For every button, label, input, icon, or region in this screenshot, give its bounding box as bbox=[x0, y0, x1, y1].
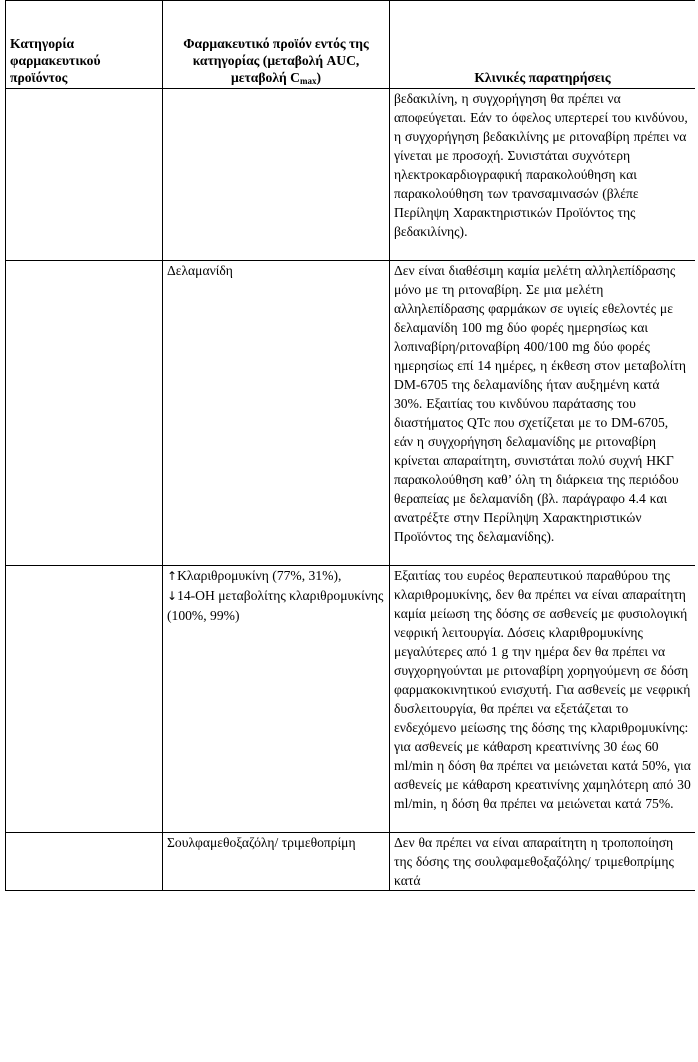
product-name bbox=[167, 566, 385, 586]
row-remarks bbox=[390, 833, 696, 891]
document-page bbox=[5, 0, 695, 1062]
product-line-1: Κλαριθρομυκίνη (77%, 31%), bbox=[177, 568, 342, 583]
remarks-text: Εξαιτίας του ευρέος θεραπευτικού παραθύρου της κλαριθρομυκίνης, δεν θα πρέπει να είναι απαραίτητη καμία μείωση της δόσης σε ασθενείς με φυσιολογική νεφρική λειτουργία. Δόσεις κλαριθρομυκίνης μεγαλύτερες από 1 g την ημέρα δεν θα πρέπει να συγχορηγούνται με ριτοναβίρη χορηγούμενη σε δόση φαρμακοκινητικού ενισχυτή. Για ασθενείς με νεφρική δυσλειτουργία, θα πρέπει να εξετάζεται το ενδεχόμενο μείωσης της δόσης της κλαριθρομυκίνης: για ασθενείς με κάθαρση κρεατινίνης 30 έως 60 ml/min η δόση θα πρέπει να μειώνεται κατά 50%, για ασθενείς με κάθαρση κρεατινίνης χαμηλότερη από 30 ml/min, η δόση θα πρέπει να μειώνεται κατά 75%. bbox=[394, 568, 691, 811]
down-arrow-icon: ↓ bbox=[167, 589, 178, 603]
up-arrow-icon: ↑ bbox=[167, 569, 178, 583]
header-product-sub: max bbox=[299, 76, 317, 86]
row-remarks bbox=[390, 89, 696, 261]
remarks-text: Δεν θα πρέπει να είναι απαραίτητη η τροποποίηση της δόσης της σουλφαμεθοξαζόλης/ τριμεθοπρίμης κατά bbox=[394, 835, 674, 888]
header-product bbox=[163, 1, 390, 89]
table-row bbox=[6, 833, 696, 891]
table-row bbox=[6, 566, 696, 833]
header-product-main: Φαρμακευτικό προϊόν εντός της κατηγορίας (μεταβολή AUC, μεταβολή C bbox=[183, 36, 369, 85]
interaction-table bbox=[5, 0, 695, 891]
remarks-text: Δεν είναι διαθέσιμη καμία μελέτη αλληλεπίδρασης μόνο με τη ριτοναβίρη. Σε μια μελέτη αλληλεπίδρασης φαρμάκων σε υγιείς εθελοντές με δελαμανίδη 100 mg δύο φορές ημερησίως και λοπιναβίρη/ριτοναβίρη 400/100 mg δύο φορές ημερησίως επί 14 ημέρες, η έκθεση στον μεταβολίτη DM-6705 της δελαμανίδης ήταν αυξημένη κατά 30%. Εξαιτίας του κινδύνου παράτασης του διαστήματος QTc που σχετίζεται με το DM-6705, εάν η συγχορήγηση δελαμανίδης με ριτοναβίρη κρίνεται απαραίτητη, συνιστάται πολύ συχνή ΗΚΓ παρακολούθηση καθ’ όλη τη διάρκεια της περιόδου θεραπείας με δελαμανίδη (βλ. παράγραφο 4.4 και ανατρέξτε στην Περίληψη Χαρακτηριστικών Προϊόντος της δελαμανίδης). bbox=[394, 263, 686, 544]
row-category bbox=[6, 566, 163, 833]
row-product bbox=[163, 261, 390, 566]
row-remarks bbox=[390, 261, 696, 566]
product-name: Σουλφαμεθοξαζόλη/ τριμεθοπρίμη bbox=[167, 835, 356, 850]
header-product-tail: ) bbox=[316, 70, 321, 85]
product-metabolite bbox=[167, 586, 385, 625]
row-category bbox=[6, 261, 163, 566]
remarks-text: βεδακιλίνη, η συγχορήγηση θα πρέπει να αποφεύγεται. Εάν το όφελος υπερτερεί του κινδύνου, η συγχορήγηση βεδακιλίνης με ριτοναβίρη πρέπει να γίνεται με προσοχή. Συνιστάται συχνότερη ηλεκτροκαρδιογραφική παρακολούθηση και παρακολούθηση των τρανσαμινασών (βλέπε Περίληψη Χαρακτηριστικών Προϊόντος της βεδακιλίνης). bbox=[394, 91, 688, 239]
row-product bbox=[163, 566, 390, 833]
row-category bbox=[6, 833, 163, 891]
header-remarks: Κλινικές παρατηρήσεις bbox=[390, 1, 696, 89]
header-category: Κατηγορία φαρμακευτικού προϊόντος bbox=[6, 1, 163, 89]
row-product bbox=[163, 833, 390, 891]
table-header-row bbox=[6, 1, 696, 89]
table-row bbox=[6, 261, 696, 566]
product-line-2: 14-OH μεταβολίτης κλαριθρομυκίνης (100%, 99%) bbox=[167, 588, 384, 623]
row-remarks bbox=[390, 566, 696, 833]
product-name: Δελαμανίδη bbox=[167, 263, 233, 278]
table-row bbox=[6, 89, 696, 261]
row-product bbox=[163, 89, 390, 261]
row-category bbox=[6, 89, 163, 261]
